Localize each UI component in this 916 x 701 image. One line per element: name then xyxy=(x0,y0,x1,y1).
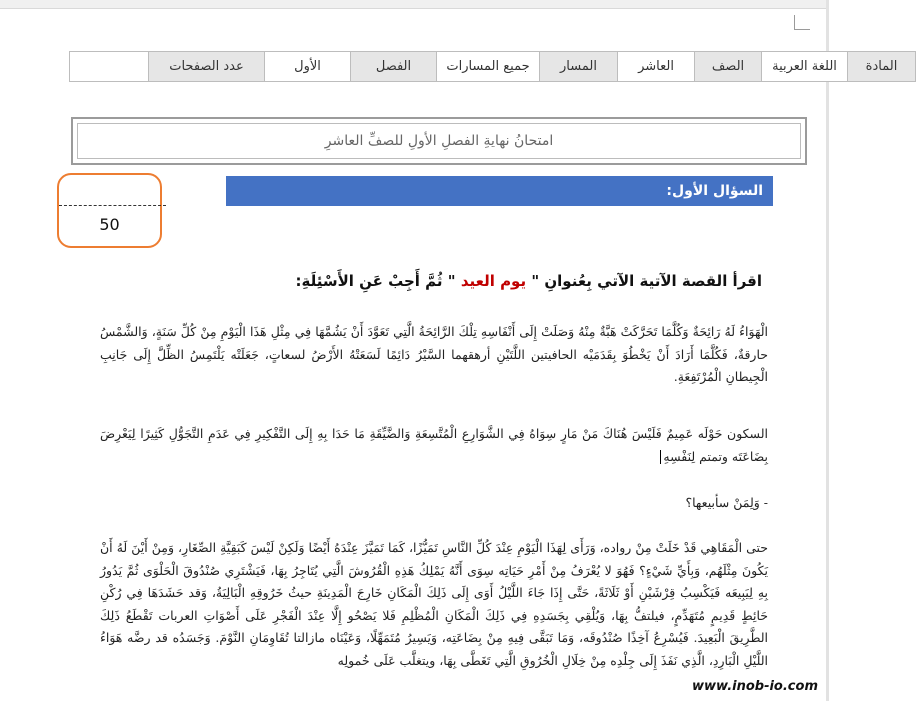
crop-mark-horizontal xyxy=(794,29,810,30)
score-box xyxy=(57,173,162,248)
instruction-after: " ثُمَّ أَجِبْ عَنِ الأَسْئِلَةِ: xyxy=(295,272,456,290)
score-divider xyxy=(59,205,166,206)
info-label-cell: المادة xyxy=(848,52,916,82)
story-paragraph-4: حتى الْمَقَاهِي قَدْ خَلَتْ مِنْ رواده، وَرَأَى لِهَذَا الْيَوْمِ عِنْدَ كُلِّ النَّاسِ تَمَيُّزًا، كَمَا تَمَيَّزَ عِنْدَهُ أَيْضًا وَلَكِنْ لَيْسَ كَبَقِيَّةِ الصِّغَارِ، وَمِنْ أَيْنَ لَهُ أَنْ يَكُونَ مِثْلَهُم، وَبِأَيِّ شَيْءٍ؟ فَهُوَ لا يُعْرَفُ مِنْ أَمْرِ حَيَاتِه سِوَى أَنَّهُ يَمْلِكُ هَذِهِ الْقُرُوشَ الَّتِي يُتَاجِرُ بِهَا، فَيَشْتَرِي صُنْدُوقَ الْحَلْوَى ثُمَّ يَدُورُ بِهِ لِيَبِيعَه فَيَكْسِبُ قِرْشَيْنِ أَوْ ثَلَاثَةً، حَتَّى إِذَا جَاءَ اللَّيْلُ أَوَى إِلَى ذَلِكَ الْمَكَانِ خَارِجَ الْمَدِينَةِ حيثُ خَرُوقِهِ الْبَالِيَةُ، وَقد حَشَدَهَا فِي رُكْنِ حَائِطٍ قَدِيمٍ مُتَهَدِّمٍ، فيلتفُّ بِهَا، وَيُلْقِي بِجَسَدِهِ فِي ذَلِكَ الْمَكَانِ الْمُظْلِمِ فَلا يَصْحُو إِلَّا عِنْدَ الْفَجْرِ عَلَى أَصْوَاتِ العربات تَقْطَعُ ذَلِكَ الطَّرِيقَ الْبَعِيدَ. فَيُسْرِعُ آخِذًا صُنْدُوقَه، وَمَا تَبَقَّى فِيهِ مِنْ بِضَاعَتِه، وَيَسِيرُ مُتَمَهِّلًا، وَعَيْنَاه مازالتا تُقَاوِمَانِ النَّوْمَ. وَجَسَدُه قد رضَّه هَوَاءُ اللَّيْلِ الْبَارِدِ، الَّذِي نَفَذَ إِلَى جِلْدِه مِنْ خِلَالِ الْخُرُوقِ الَّتِي تَغَطَّى بِهَا، ويتغلَّب عَلَى خُمولِه xyxy=(100,540,768,668)
story-paragraph-1: الْهَوَاءُ لَهُ رَائِحَةٌ وَكُلَّمَا تَحَرَّكَتْ هَبَّةٌ مِنْهُ وَصَلَتْ إِلَى أَنْفَاسِهِ تِلْكَ الرَّائِحَةُ الَّتِي تَعَوَّدَ أَنْ يَشُمَّهَا فِي مِثْلِ هَذَا الْيَوْمِ مِنْ كُلِّ سَنَةٍ، وَالشَّمْسُ حارقةٌ، فَكُلَّمَا أَرَادَ أَنْ يَخْطُوَ بِقَدَمَيْه الحافيتين اللَّتَيْنِ أرهقهما السَّيْرُ دَائِمًا لَسَعَتْهُ الأَرْضُ لسعاتٍ، جَعَلَتْه يَلْتَمِسُ الظِّلَّ إِلَى جَانِبِ الْجِيطانِ الْمُرْتَفِعَةِ. xyxy=(100,324,768,384)
info-value-cell: اللغة العربية xyxy=(762,52,848,82)
question-instruction xyxy=(150,272,762,290)
info-label-cell: الفصل xyxy=(351,52,437,82)
question-heading xyxy=(226,176,773,206)
info-value-cell: جميع المسارات xyxy=(437,52,540,82)
site-watermark: www.inob-io.com xyxy=(690,676,820,696)
total-score: 50 xyxy=(99,215,120,234)
exam-info-table xyxy=(69,51,916,82)
info-value-cell xyxy=(70,52,149,82)
page-top-edge xyxy=(0,0,829,9)
story-paragraph-2-text: السكون حَوْلَه عَمِيمٌ فَلَيْسَ هُنَاكَ مَنْ مَارٍ سِوَاهُ فِي الشَّوَارِعِ الْمُتَّسِعَةِ وَالضَّيِّقَةِ مَا حَدَا بِهِ إِلَى التَّفْكِيرِ فِي عَدَمِ التَّجَوُّلِ كَثِيرًا لِيَعْرِضَ بِضَاعَتَه وتمتم لِنَفْسِهِ xyxy=(100,426,768,464)
info-label-cell: الصف xyxy=(695,52,762,82)
question-heading-text: السؤال الأول: xyxy=(666,183,763,199)
exam-info-row xyxy=(70,52,916,82)
story-paragraph-3: - وَلِمَنْ سأبيعها؟ xyxy=(685,495,768,510)
instruction-before: اقرأ القصة الآتية الآتي بِعُنوانِ " xyxy=(531,272,762,290)
info-label-cell: المسار xyxy=(540,52,618,82)
exam-title-box xyxy=(71,117,807,165)
info-value-cell: العاشر xyxy=(618,52,695,82)
exam-title: امتحانُ نهايةِ الفصلِ الأولِ للصفِّ العاشرِ xyxy=(77,123,801,159)
info-value-cell: الأول xyxy=(265,52,351,82)
page-right-edge xyxy=(826,0,829,701)
story-title: يوم العيد xyxy=(455,272,532,290)
info-label-cell: عدد الصفحات xyxy=(149,52,265,82)
text-cursor xyxy=(660,450,661,464)
crop-mark-vertical xyxy=(794,15,795,29)
story-paragraph-2 xyxy=(100,423,768,468)
